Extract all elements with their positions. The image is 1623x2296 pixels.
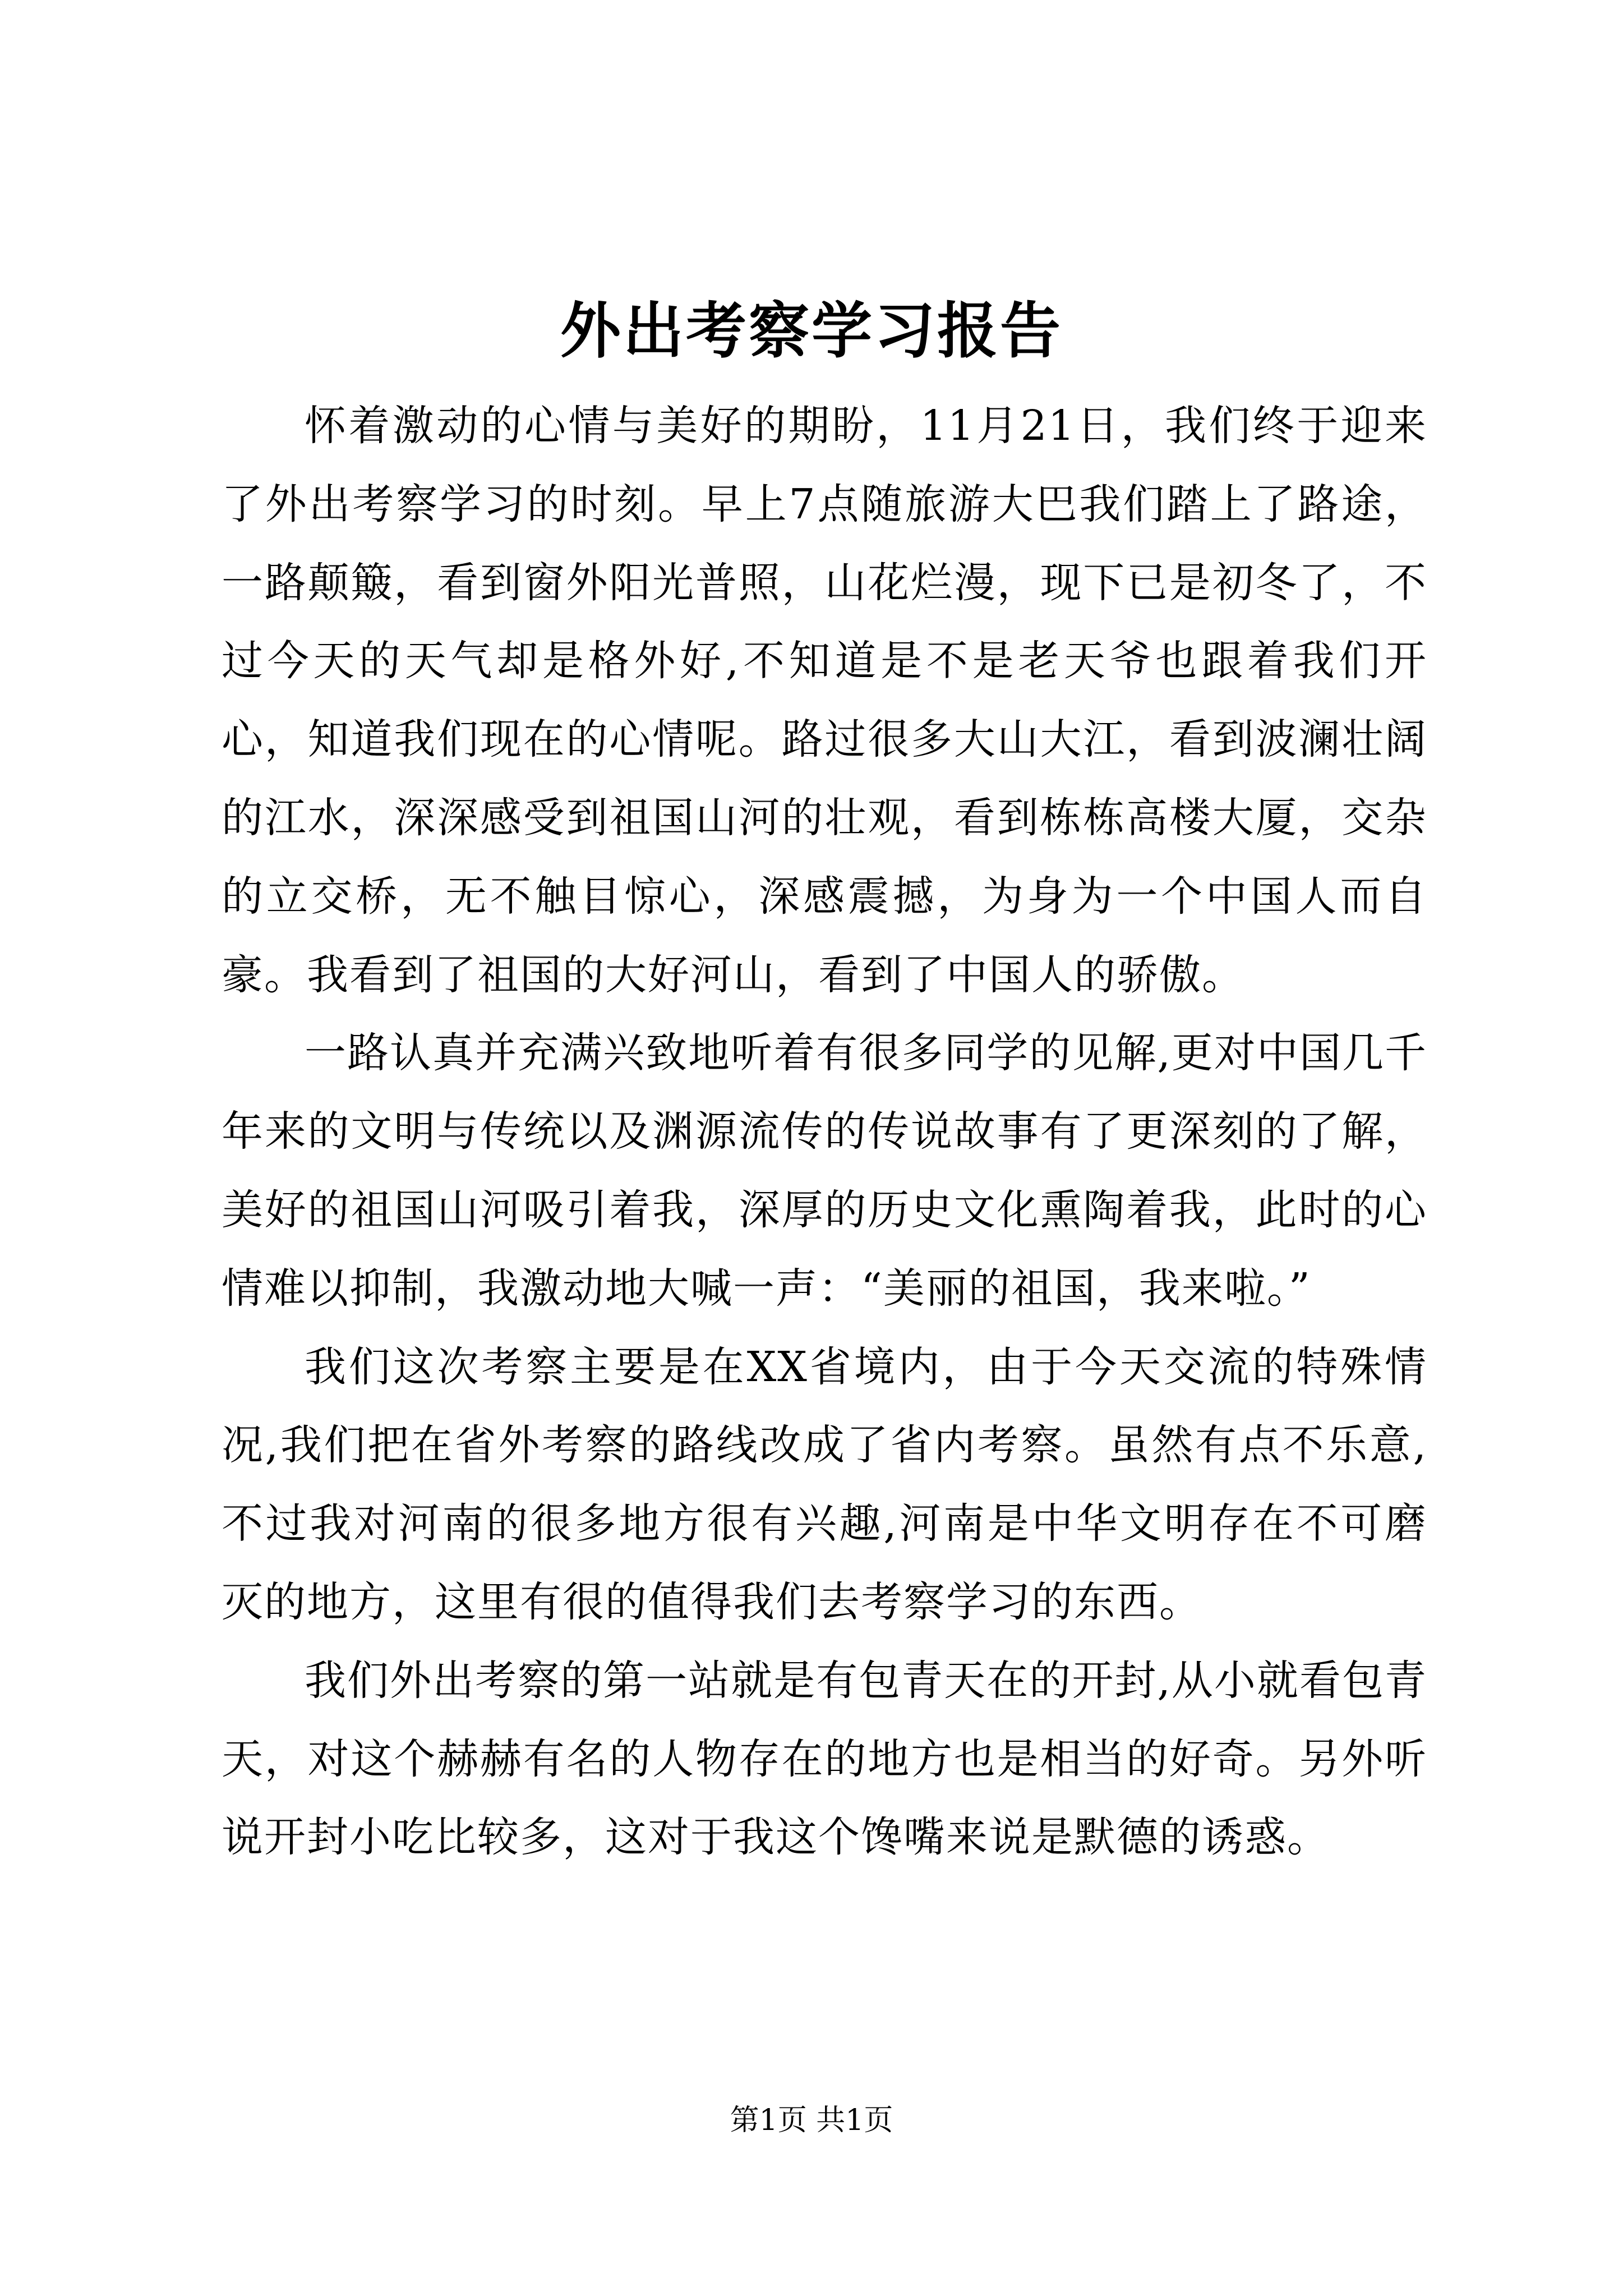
paragraph-2: 一路认真并充满兴致地听着有很多同学的见解,更对中国几千年来的文明与传统以及渊源流传的传说故事有了更深刻的了解，美好的祖国山河吸引着我，深厚的历史文化熏陶着我，此时的心情难以抑制，我激动地大喊一声：“美丽的祖国，我来啦。” — [222, 1029, 1427, 1313]
page-footer: 第1页 共1页 — [730, 2104, 893, 2137]
paragraph-3: 我们这次考察主要是在XX省境内，由于今天交流的特殊情况,我们把在省外考察的路线改成了省内考察。虽然有点不乐意,不过我对河南的很多地方很有兴趣,河南是中华文明存在不可磨灭的地方，这里有很的值得我们去考察学习的东西。 — [222, 1342, 1427, 1626]
document-title: 外出考察学习报告 — [560, 296, 1063, 366]
paragraph-4: 我们外出考察的第一站就是有包青天在的开封,从小就看包青天，对这个赫赫有名的人物存在的地方也是相当的好奇。另外听说开封小吃比较多，这对于我这个馋嘴来说是默德的诱惑。 — [222, 1656, 1427, 1862]
paragraph-1: 怀着激动的心情与美好的期盼，11月21日，我们终于迎来了外出考察学习的时刻。早上7点随旅游大巴我们踏上了路途，一路颠簸，看到窗外阳光普照，山花烂漫，现下已是初冬了，不过今天的天气却是格外好,不知道是不是老天爷也跟着我们开心，知道我们现在的心情呢。路过很多大山大江，看到波澜壮阔的江水，深深感受到祖国山河的壮观，看到栋栋高楼大厦，交杂的立交桥，无不触目惊心，深感震撼，为身为一个中国人而自豪。我看到了祖国的大好河山，看到了中国人的骄傲。 — [222, 402, 1427, 999]
document-body — [222, 387, 1427, 1877]
